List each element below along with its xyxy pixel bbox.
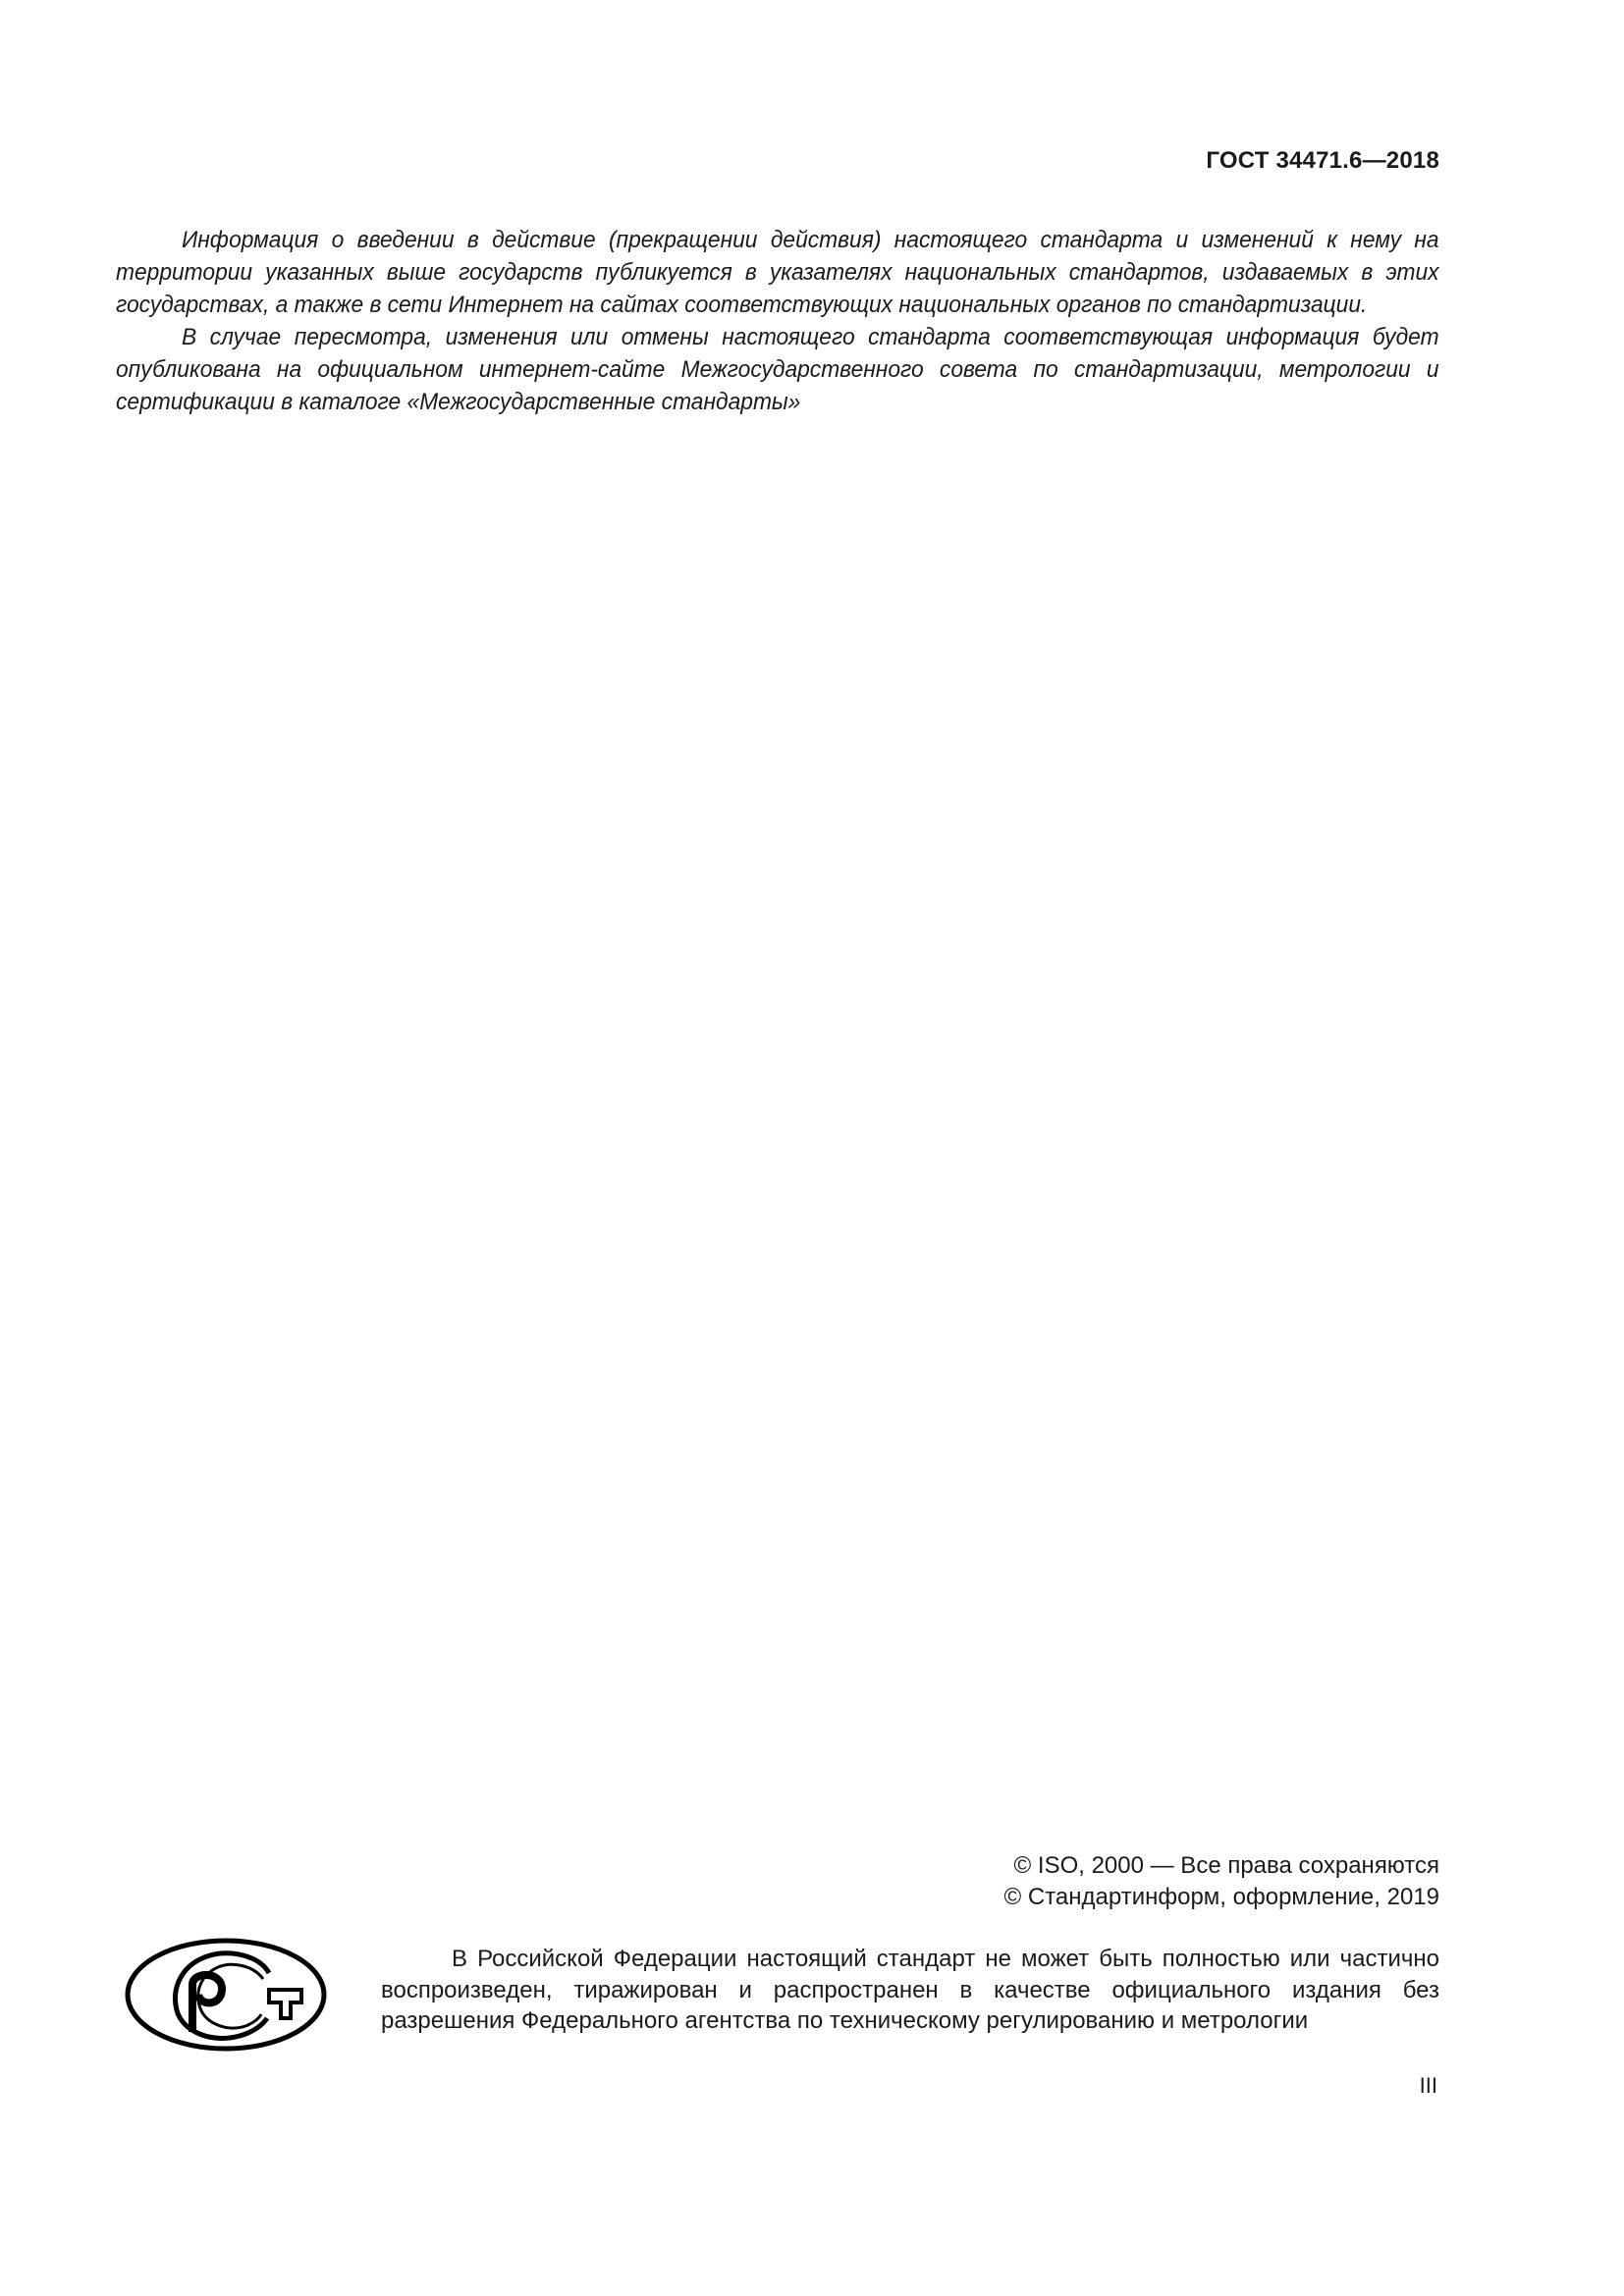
copyright-iso: © ISO, 2000 — Все права сохраняются <box>1013 1852 1439 1879</box>
copyright-standartinform: © Стандартинформ, оформление, 2019 <box>1003 1884 1439 1910</box>
standard-code-header: ГОСТ 34471.6—2018 <box>1206 147 1439 174</box>
intro-text <box>116 224 1439 418</box>
paragraph-revision-notice: В случае пересмотра, изменения или отмены настоящего стандарта соответствующая информация будет опубликована на официальном интернет-сайте Межгосударственного совета по стандартизации, метрологии и сертификации в каталоге «Межгосударственные стандарты» <box>116 324 1439 415</box>
copyright-block <box>1004 1850 1439 1913</box>
reproduction-notice <box>381 1944 1439 2037</box>
rst-certification-mark-icon <box>122 1936 330 2054</box>
reproduction-notice-text: В Российской Федерации настоящий стандарт не может быть полностью или частично воспроизведен, тиражирован и распространен в качестве официального издания без разрешения Федерального агентства по техническому регулированию и метрологии <box>381 1946 1439 2034</box>
page-number: III <box>1419 2073 1437 2098</box>
paragraph-info-publication: Информация о введении в действие (прекращении действия) настоящего стандарта и изменений к нему на территории указанных выше государств публикуется в указателях национальных стандартов, издаваемых в этих государствах, а также в сети Интернет на сайтах соответствующих национальных органов по стандартизации. <box>116 227 1439 318</box>
